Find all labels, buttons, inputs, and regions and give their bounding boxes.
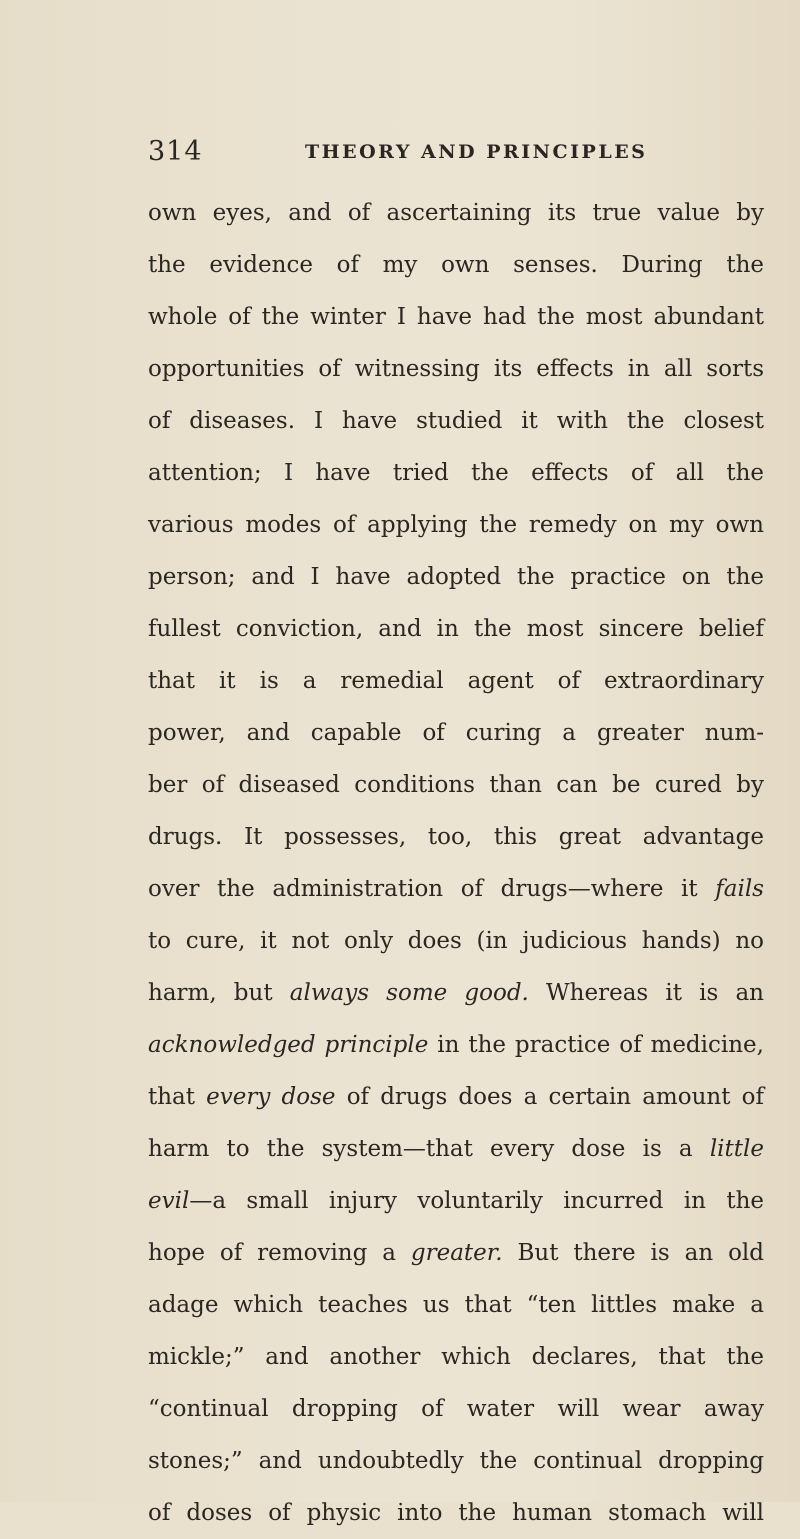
page-header [148, 132, 768, 172]
text-segment: hope of removing a [148, 1240, 411, 1266]
text-segment: fullest conviction, and in the most sincere belief [148, 616, 764, 642]
text-segment: ber of diseased conditions than can be cured by [148, 772, 764, 798]
text-line [148, 1071, 764, 1123]
italic-text: acknowledged principle [148, 1032, 429, 1058]
text-segment: “continual dropping of water will wear away [148, 1396, 764, 1422]
text-segment: harm to the system—that every dose is a [148, 1136, 710, 1162]
italic-text: evil [148, 1188, 190, 1214]
text-segment: But there is an old [502, 1240, 764, 1266]
text-segment: that [148, 1084, 207, 1110]
text-line [148, 551, 764, 603]
text-line [148, 1435, 764, 1487]
body-text [148, 187, 764, 1539]
text-line [148, 395, 764, 447]
italic-text: little [709, 1136, 764, 1162]
text-segment: adage which teaches us that “ten littles make a [148, 1292, 764, 1318]
text-segment: power, and capable of curing a greater num- [148, 720, 764, 746]
text-segment: own eyes, and of ascertaining its true value by [148, 200, 764, 226]
text-segment: of drugs does a certain amount of [335, 1084, 764, 1110]
text-segment: Whereas it is an [528, 980, 764, 1006]
text-line [148, 1175, 764, 1227]
text-segment: mickle;” and another which declares, that the [148, 1344, 764, 1370]
text-line [148, 1019, 764, 1071]
text-segment: of diseases. I have studied it with the closest [148, 408, 764, 434]
italic-text: always some good. [289, 980, 529, 1006]
text-segment: various modes of applying the remedy on my own [148, 512, 764, 538]
italic-text: every dose [206, 1084, 336, 1110]
text-line [148, 811, 764, 863]
text-line [148, 707, 764, 759]
text-line [148, 863, 764, 915]
text-line [148, 447, 764, 499]
text-segment: stones;” and undoubtedly the continual dropping [148, 1448, 764, 1474]
text-line [148, 759, 764, 811]
text-line [148, 1279, 764, 1331]
text-line [148, 187, 764, 239]
text-line [148, 499, 764, 551]
text-segment: whole of the winter I have had the most abundant [148, 304, 764, 330]
text-segment: of doses of physic into the human stomach will [148, 1500, 764, 1526]
text-line [148, 655, 764, 707]
text-segment: over the administration of drugs—where it [148, 876, 716, 902]
text-line [148, 239, 764, 291]
text-line [148, 1487, 764, 1539]
text-line [148, 1331, 764, 1383]
italic-text: fails [715, 876, 764, 902]
text-segment: attention; I have tried the effects of all the [148, 460, 764, 486]
text-segment: person; and I have adopted the practice on the [148, 564, 764, 590]
text-segment: opportunities of witnessing its effects in all sorts [148, 356, 764, 382]
text-segment: harm, but [148, 980, 290, 1006]
text-line [148, 291, 764, 343]
text-segment: that it is a remedial agent of extraordinary [148, 668, 764, 694]
text-line [148, 1123, 764, 1175]
text-segment: —a small injury voluntarily incurred in the [189, 1188, 764, 1214]
text-segment: drugs. It possesses, too, this great advantage [148, 824, 764, 850]
page-number: 314 [148, 136, 203, 167]
text-segment: in the practice of medicine, [428, 1032, 764, 1058]
text-line [148, 915, 764, 967]
text-segment: the evidence of my own senses. During the [148, 252, 764, 278]
running-head: THEORY AND PRINCIPLES [305, 141, 648, 163]
text-line [148, 1227, 764, 1279]
italic-text: greater. [410, 1240, 503, 1266]
text-line [148, 967, 764, 1019]
text-line [148, 1383, 764, 1435]
text-segment: to cure, it not only does (in judicious hands) no [148, 928, 764, 954]
text-line [148, 343, 764, 395]
text-line [148, 603, 764, 655]
